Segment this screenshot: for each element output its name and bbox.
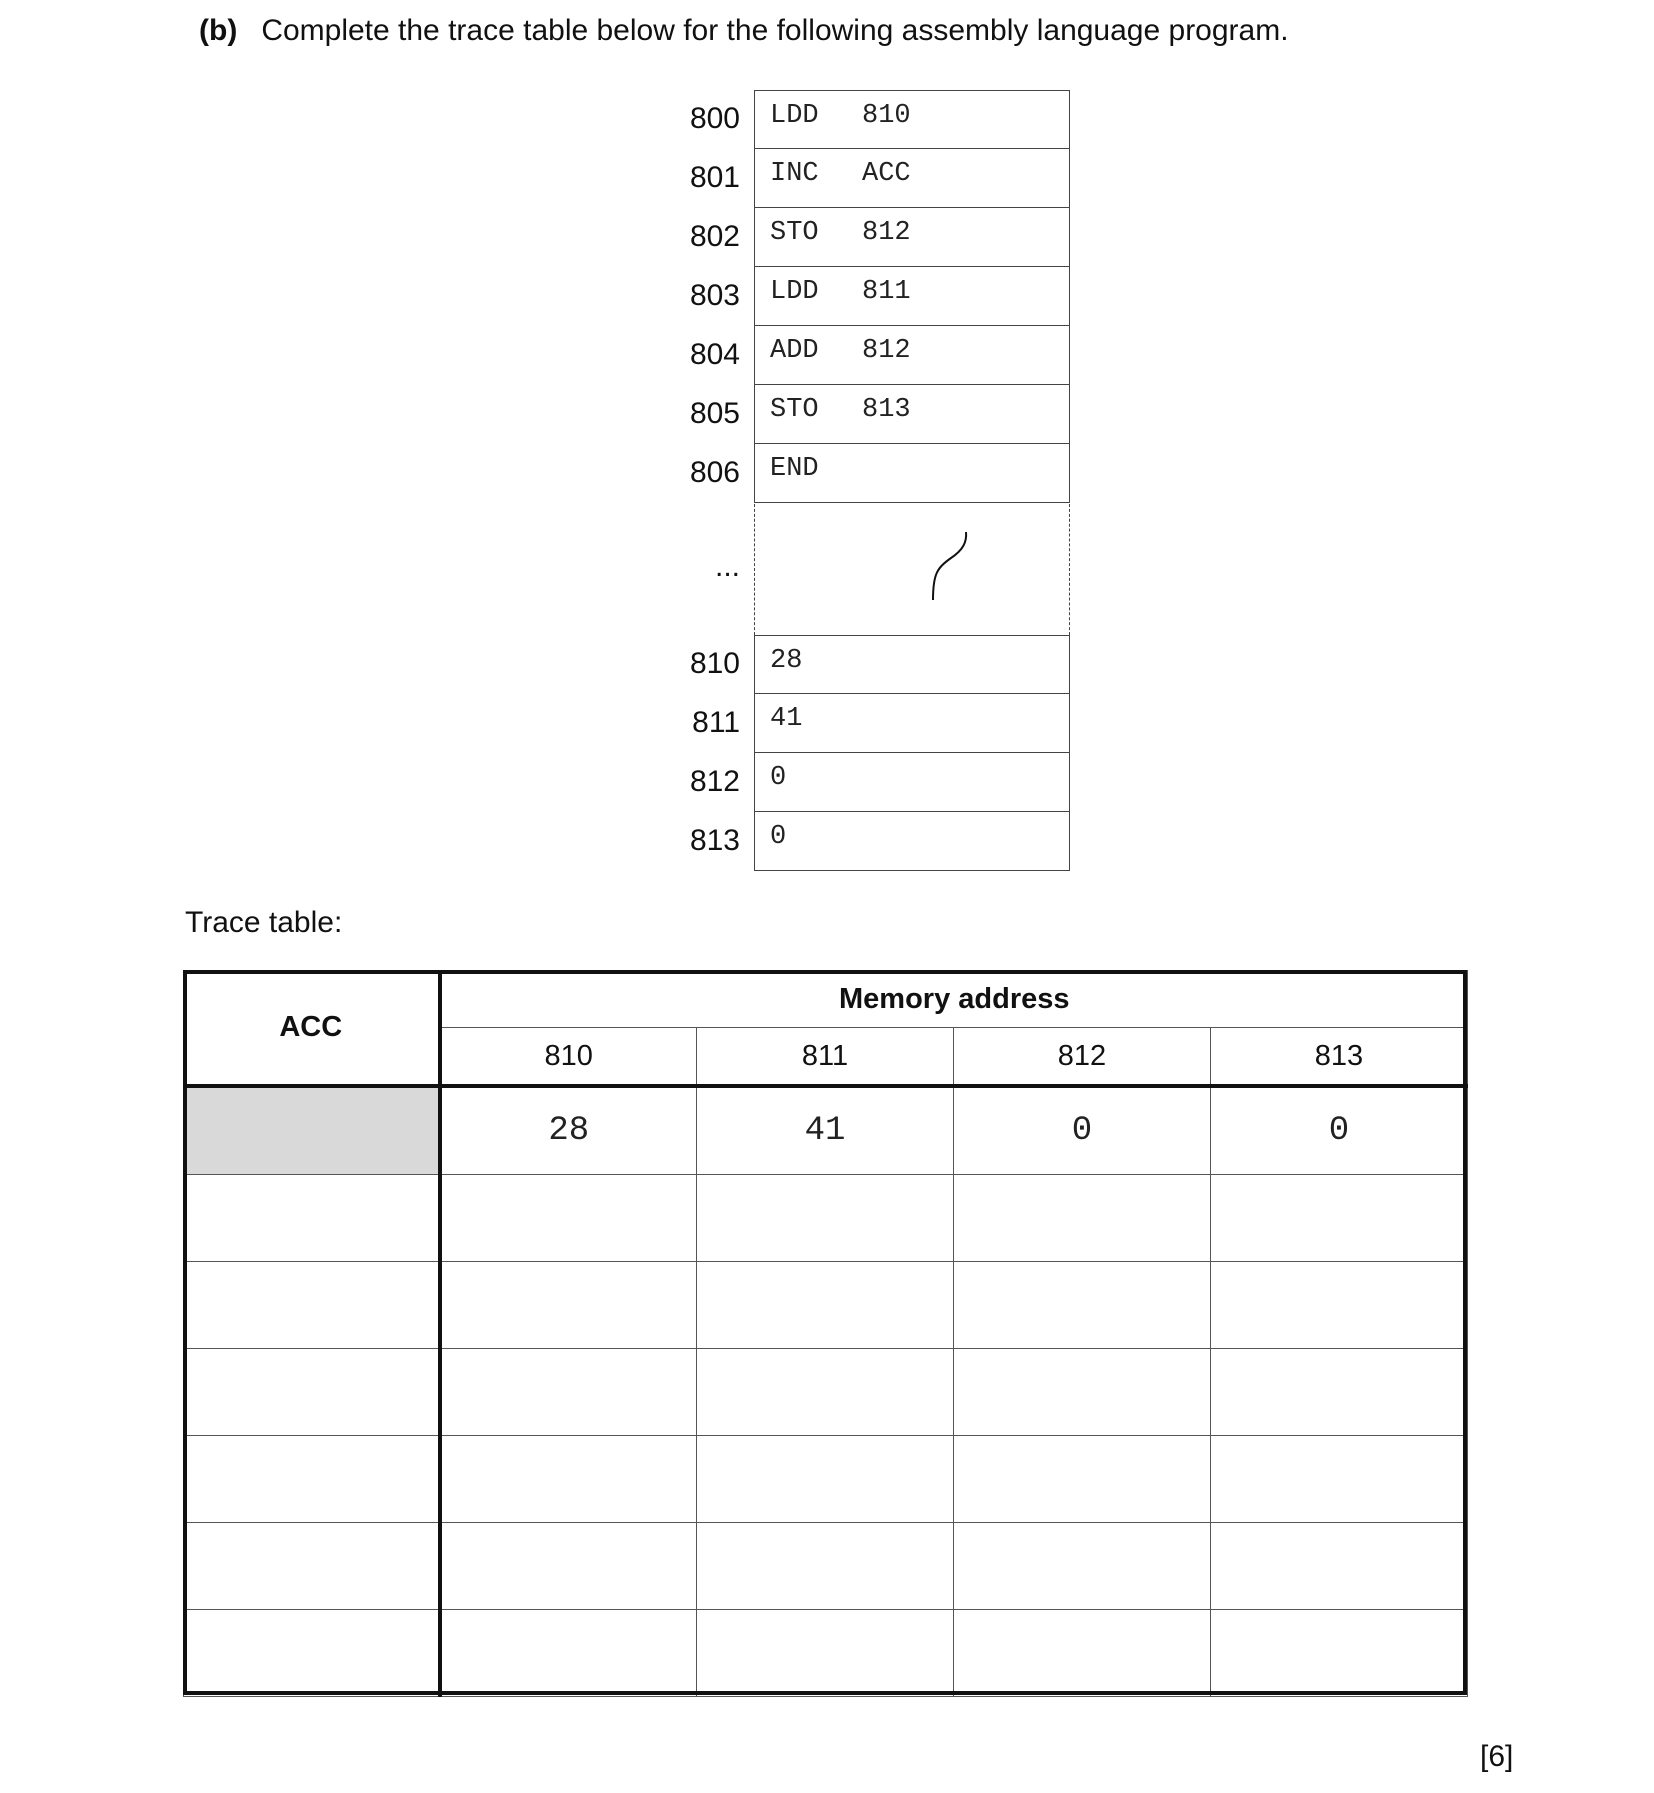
break-symbol-icon (755, 504, 1071, 635)
answer-cell[interactable] (697, 1175, 954, 1262)
memory-cell (754, 812, 1070, 871)
answer-cell[interactable] (954, 1349, 1211, 1436)
opcode: ADD (770, 336, 819, 366)
table-row (184, 1523, 1468, 1610)
memory-cell (754, 753, 1070, 812)
acc-answer-cell[interactable] (184, 1610, 440, 1697)
answer-cell[interactable] (954, 1523, 1211, 1610)
answer-cell[interactable] (1211, 1610, 1468, 1697)
question-part: (b) (199, 14, 238, 47)
memory-cell (754, 444, 1070, 503)
memory-address-header: Memory address (440, 971, 1468, 1028)
answer-cell[interactable] (1211, 1436, 1468, 1523)
answer-cell[interactable] (440, 1436, 697, 1523)
address-header: 812 (954, 1028, 1211, 1087)
memory-cell (754, 635, 1070, 694)
memory-address: 812 (689, 765, 740, 798)
table-row (184, 1175, 1468, 1262)
opcode: STO (770, 218, 819, 248)
operand: 811 (862, 277, 911, 307)
trace-table (183, 970, 1468, 1697)
gap-ellipsis: ... (714, 550, 740, 583)
answer-cell[interactable] (954, 1436, 1211, 1523)
marks-allocation: [6] (1480, 1740, 1514, 1773)
acc-answer-cell[interactable] (184, 1262, 440, 1349)
memory-address: 806 (689, 456, 740, 489)
memory-cell (754, 90, 1070, 149)
operand: 813 (862, 395, 911, 425)
opcode: INC (770, 159, 819, 189)
initial-value-cell: 41 (697, 1086, 954, 1175)
memory-value: 0 (770, 822, 787, 852)
answer-cell[interactable] (1211, 1175, 1468, 1262)
memory-address: 805 (689, 397, 740, 430)
acc-answer-cell[interactable] (184, 1175, 440, 1262)
opcode: STO (770, 395, 819, 425)
memory-address: 813 (689, 824, 740, 857)
opcode: END (770, 454, 819, 484)
answer-cell[interactable] (440, 1610, 697, 1697)
answer-cell[interactable] (697, 1436, 954, 1523)
answer-cell[interactable] (440, 1175, 697, 1262)
memory-value: 0 (770, 763, 787, 793)
answer-cell[interactable] (697, 1610, 954, 1697)
opcode: LDD (770, 101, 819, 131)
answer-cell[interactable] (1211, 1349, 1468, 1436)
initial-value-cell: 0 (1211, 1086, 1468, 1175)
memory-address: 811 (692, 706, 740, 739)
question-instruction: Complete the trace table below for the following assembly language program. (261, 14, 1289, 47)
initial-value-cell: 0 (954, 1086, 1211, 1175)
answer-cell[interactable] (697, 1349, 954, 1436)
answer-cell[interactable] (954, 1610, 1211, 1697)
answer-cell[interactable] (440, 1523, 697, 1610)
answer-cell[interactable] (440, 1349, 697, 1436)
table-row (184, 1086, 1468, 1175)
memory-address: 801 (689, 161, 740, 194)
memory-value: 41 (770, 704, 803, 734)
acc-answer-cell[interactable] (184, 1436, 440, 1523)
operand: 810 (862, 101, 911, 131)
operand: ACC (862, 159, 911, 189)
address-header: 811 (697, 1028, 954, 1087)
table-row (184, 1262, 1468, 1349)
address-header: 810 (440, 1028, 697, 1087)
memory-cell (754, 385, 1070, 444)
memory-address: 804 (689, 338, 740, 371)
memory-cell (754, 694, 1070, 753)
answer-cell[interactable] (697, 1262, 954, 1349)
memory-cell (754, 326, 1070, 385)
answer-cell[interactable] (1211, 1523, 1468, 1610)
answer-cell[interactable] (697, 1523, 954, 1610)
answer-cell[interactable] (440, 1262, 697, 1349)
operand: 812 (862, 218, 911, 248)
address-header: 813 (1211, 1028, 1468, 1087)
answer-cell[interactable] (954, 1175, 1211, 1262)
trace-table-label: Trace table: (185, 906, 343, 939)
opcode: LDD (770, 277, 819, 307)
acc-cell-shaded (184, 1086, 440, 1175)
table-row (184, 1436, 1468, 1523)
memory-value: 28 (770, 646, 803, 676)
table-row (184, 1349, 1468, 1436)
memory-address: 802 (689, 220, 740, 253)
memory-cell (754, 149, 1070, 208)
answer-cell[interactable] (954, 1262, 1211, 1349)
table-row (184, 1610, 1468, 1697)
acc-header: ACC (184, 971, 440, 1087)
acc-answer-cell[interactable] (184, 1349, 440, 1436)
initial-value-cell: 28 (440, 1086, 697, 1175)
acc-answer-cell[interactable] (184, 1523, 440, 1610)
memory-address: 800 (689, 102, 740, 135)
memory-cell (754, 267, 1070, 326)
question-text (199, 14, 1289, 48)
memory-gap (754, 504, 1070, 635)
memory-address: 810 (689, 647, 740, 680)
operand: 812 (862, 336, 911, 366)
memory-cell (754, 208, 1070, 267)
answer-cell[interactable] (1211, 1262, 1468, 1349)
memory-address: 803 (689, 279, 740, 312)
